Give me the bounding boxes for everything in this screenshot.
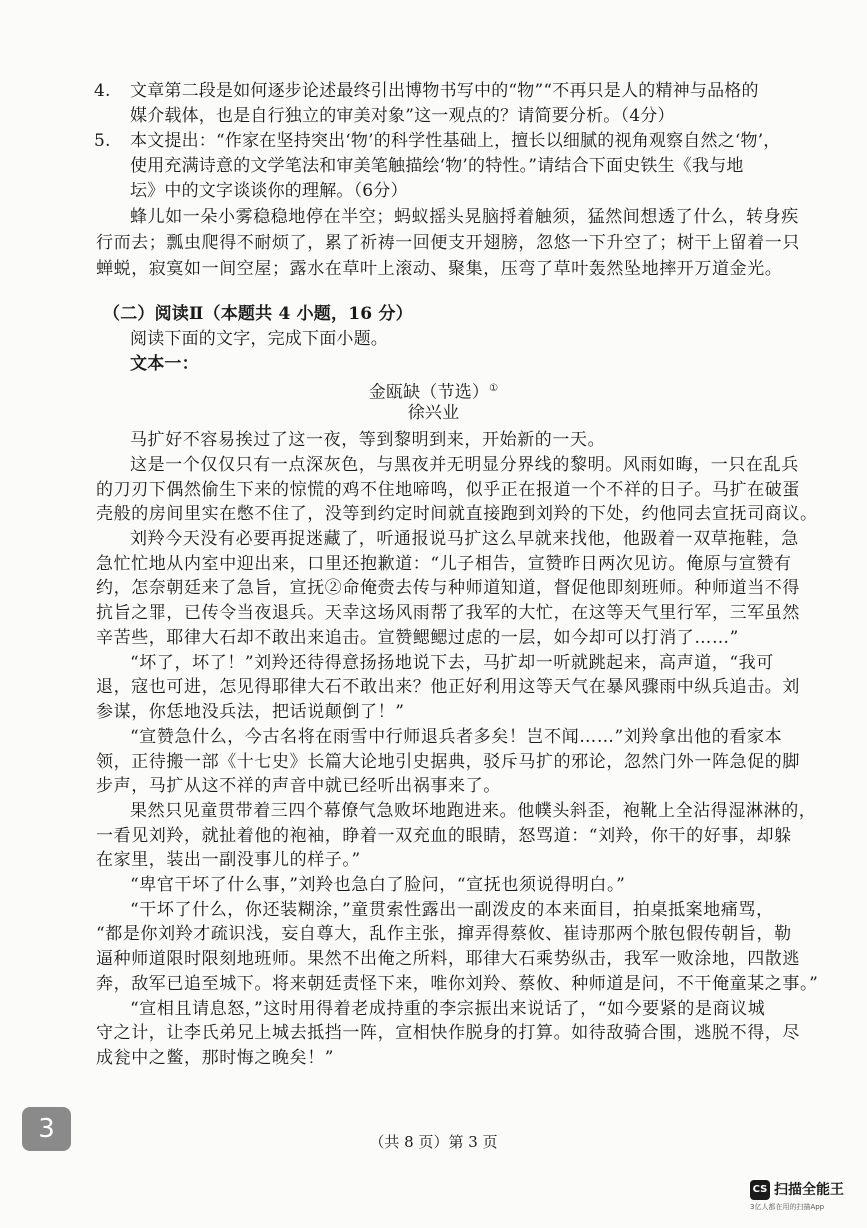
- article-line: 奔，敌军已追至城下。将来朝廷责怪下来，唯你刘羚、蔡攸、种师道是问，不干俺童某之事。”: [96, 974, 819, 994]
- article-line: “都是你刘羚才疏识浅，妄自尊大，乱作主张，撺弄得蔡攸、崔诗那两个脓包假传朝旨，勒: [96, 924, 792, 944]
- camscanner-logo-icon: CS: [750, 1180, 770, 1200]
- section-instruction: 阅读下面的文字，完成下面小题。: [130, 329, 388, 349]
- article-line: 参谋，你恁地没兵法，把话说颠倒了！”: [96, 702, 405, 722]
- article-line: 马扩好不容易挨过了这一夜，等到黎明到来，开始新的一天。: [130, 430, 606, 450]
- article-line: 逼种师道限时限刻地班师。果然不出俺之所料，耶律大石乘势纵击，我军一败涂地，四散逃: [96, 949, 800, 969]
- article-line: 在家里，装出一副没事儿的样子。”: [96, 850, 361, 870]
- article-line: 辛苦些，耶律大石却不敢出来追击。宣赞鳃鳃过虑的一层，如今却可以打消了……”: [96, 628, 739, 648]
- scanner-watermark: [750, 1180, 862, 1224]
- article-line: 守之计，让李氏弟兄上城去抵挡一阵，宣相快作脱身的打算。如待敌骑合围，逃脱不得，尽: [96, 1023, 800, 1043]
- question-5-line-3: 坛》中的文字谈谈你的理解。（6分）: [130, 181, 408, 201]
- article-line: 成瓮中之鳖，那时悔之晚矣！”: [96, 1048, 335, 1068]
- question-4-line-2: 媒介载体，也是自行独立的审美对象”这一观点的？请简要分析。（4分）: [130, 106, 675, 126]
- article-line: 约，怎奈朝廷来了急旨，宣抚②命俺赍去传与种师道知道，督促他即刻班师。种师道当不得: [96, 578, 800, 598]
- article-title-footnote: ①: [489, 383, 499, 394]
- article-line: 的刀刃下偶然偷生下来的惊慌的鸡不住地啼鸣，似乎正在报道一个不祥的日子。马扩在破蛋: [96, 480, 800, 500]
- article-line: “宣赞急什么，今古名将在雨雪中行师退兵者多矣！岂不闻……”刘羚拿出他的看家本: [130, 727, 783, 747]
- article-line: 领，正待搬一部《十七史》长篇大论地引史据典，驳斥马扩的邪论，忽然门外一阵急促的脚: [96, 752, 800, 772]
- question-5-line-2: 使用充满诗意的文学笔法和审美笔触描绘‘物’的特性。”请结合下面史铁生《我与地: [130, 156, 744, 176]
- article-line: “坏了，坏了！”刘羚还待得意扬扬地说下去，马扩却一听就跳起来，高声道，“我可: [130, 653, 774, 673]
- question-5-line-1: 本文提出：“作家在坚持突出‘物’的科学性基础上，擅长以细腻的视角观察自然之‘物’，: [130, 131, 781, 151]
- article-line: 抗旨之罪，已传令当夜退兵。天幸这场风雨帮了我军的大忙，在这等天气里行军，三军虽然: [96, 603, 800, 623]
- scanner-tagline: 3亿人都在用的扫描App: [750, 1203, 825, 1211]
- article-line: 一看见刘羚，就扯着他的袍袖，睁着一双充血的眼睛，怒骂道：“刘羚，你干的好事，却躲: [96, 826, 792, 846]
- article-line: 退，寇也可进，怎见得耶律大石不敢出来？他正好利用这等天气在暴风骤雨中纵兵追击。刘: [96, 677, 800, 697]
- question-5-number: 5.: [94, 131, 111, 151]
- question-4-number: 4.: [94, 81, 111, 101]
- scanner-app-name: 扫描全能王: [774, 1182, 844, 1198]
- article-line: “宣相且请息怒，”这时用得着老成持重的李宗振出来说话了，“如今要紧的是商议城: [130, 999, 766, 1019]
- article-line: 刘羚今天没有必要再捉迷藏了，听通报说马扩这么早就来找他，他趿着一双草拖鞋，急: [130, 529, 799, 549]
- article-line: 步声，马扩从这不祥的声音中就已经听出祸事来了。: [96, 776, 501, 796]
- page-footer: （共 8 页）第 3 页: [369, 1133, 498, 1151]
- article-title: 金瓯缺（节选）: [368, 382, 490, 403]
- article-line: 壳般的房间里实在憋不住了，没等到约定时间就直接跑到刘羚的下处，约他同去宣抚司商议。: [96, 504, 818, 524]
- question-4-line-1: 文章第二段是如何逐步论述最终引出博物书写中的“物”“不再只是人的精神与品格的: [130, 81, 759, 101]
- article-line: “卑官干坏了什么事，”刘羚也急白了脸问，“宣抚也须说得明白。”: [130, 875, 626, 895]
- article-line: 果然只见童贯带着三四个幕僚气急败坏地跑进来。他幞头斜歪，袍靴上全沾得湿淋淋的，: [130, 801, 817, 821]
- article-author: 徐兴业: [407, 403, 460, 423]
- page-number-badge[interactable]: 3: [22, 1107, 71, 1151]
- article-line: 这是一个仅仅只有一点深灰色，与黑夜并无明显分界线的黎明。风雨如晦，一只在乱兵: [130, 455, 799, 475]
- quote-line: 蜂儿如一朵小雾稳稳地停在半空；蚂蚁摇头晃脑捋着触须，猛然间想透了什么，转身疾: [130, 207, 799, 227]
- article-line: 急忙忙地从内室中迎出来，口里还抱歉道：“儿子相告，宣赞昨日两次见访。俺原与宣赞有: [96, 554, 792, 574]
- article-line: “干坏了什么，你还装糊涂，”童贯索性露出一副泼皮的本来面目，拍桌抵案地痛骂，: [130, 900, 774, 920]
- section-heading: （二）阅读Ⅱ（本题共 4 小题，16 分）: [103, 304, 413, 324]
- quote-line: 行而去；瓢虫爬得不耐烦了，累了祈祷一回便支开翅膀，忽悠一下升空了；树干上留着一只: [96, 233, 800, 253]
- text-label: 文本一：: [130, 354, 199, 374]
- quote-line: 蝉蜕，寂寞如一间空屋；露水在草叶上滚动、聚集，压弯了草叶轰然坠地摔开万道金光。: [96, 259, 783, 279]
